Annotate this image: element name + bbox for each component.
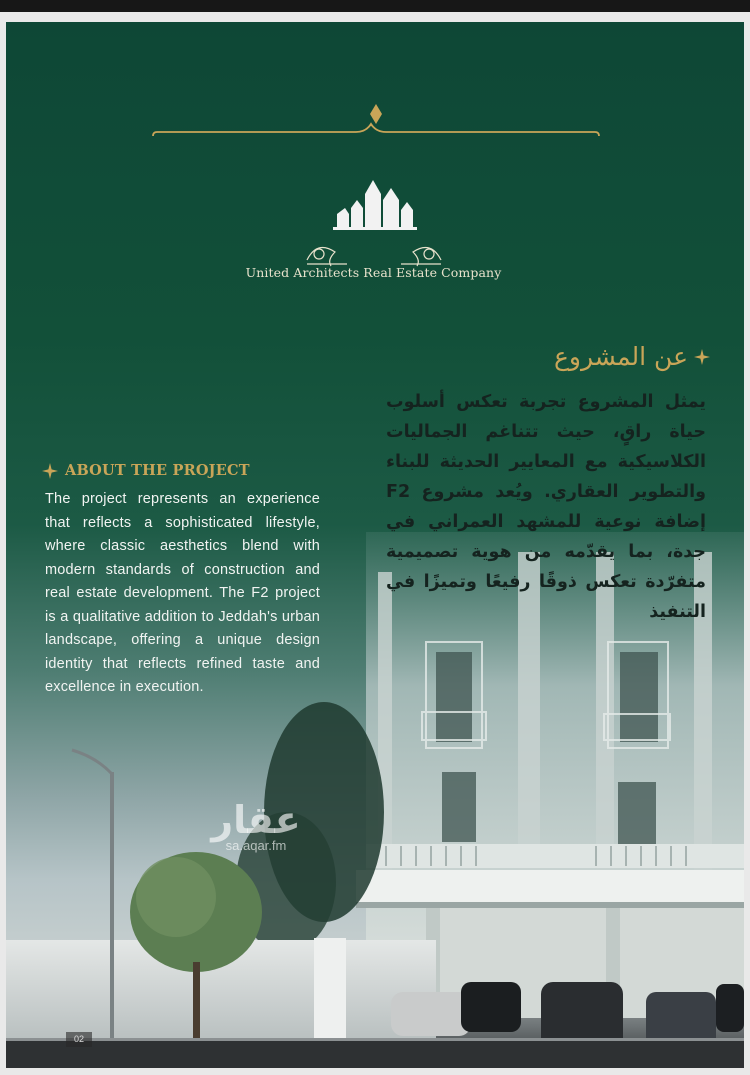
top-bar — [0, 0, 750, 12]
about-heading-english-text: ABOUT THE PROJECT — [65, 462, 250, 479]
about-heading-arabic — [554, 342, 710, 371]
sparkle-icon — [694, 349, 710, 365]
sparkle-icon — [42, 463, 58, 479]
watermark-logo-text: عقار — [211, 798, 301, 842]
watermark — [196, 800, 316, 853]
about-heading-arabic-text: عن المشروع — [554, 342, 688, 371]
company-name: United Architects Real Estate Company — [245, 265, 502, 280]
about-body-arabic: يمثل المشروع تجربة تعكس أسلوب حياة راقٍ، حيث تتناغم الجماليات الكلاسيكية مع المعايير الحديثة للبناء والتطوير العقاري. ويُعد مشروع F2 إضافة نوعية للمشهد العمراني في جدة، بما يقدّمه من هوية تصميمية متفرّدة تعكس ذوقًا رفيعًا وتميزًا في التنفيذ — [386, 392, 706, 622]
watermark-url: sa.aqar.fm — [225, 838, 287, 853]
top-ornament-icon — [151, 102, 601, 142]
brochure-page — [6, 22, 744, 1068]
about-heading-english — [42, 462, 250, 479]
about-body-english: The project represents an experience that reflects a sophisticated lifestyle, where classic aesthetics blend with modern standards of construction and real estate development. The F2 project is a qualitative addition to Jeddah's urban landscape, offering a unique design identity that reflects refined taste and excellence in execution. — [45, 491, 320, 695]
page-number: 02 — [66, 1032, 92, 1047]
